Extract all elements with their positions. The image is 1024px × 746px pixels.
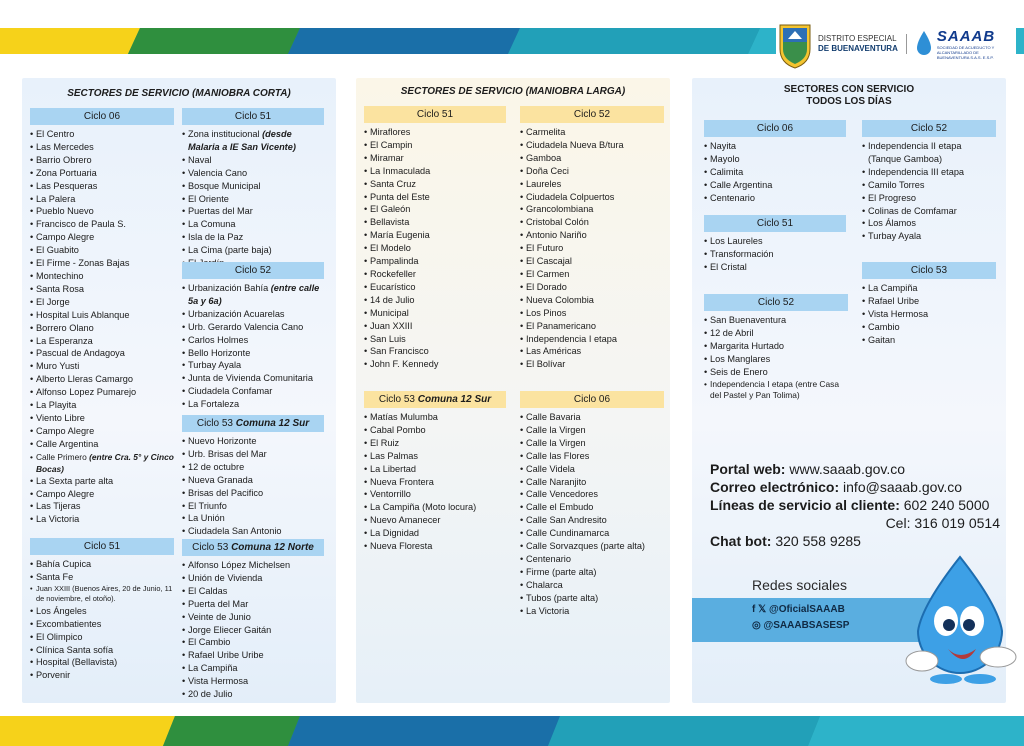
- cycle-header: Ciclo 06: [30, 108, 174, 125]
- list-item: • Seis de Enero: [704, 366, 848, 379]
- list-item: • Calle Vencedores: [520, 488, 664, 501]
- list-item: • Colinas de Comfamar: [862, 205, 996, 218]
- list-item: • El Dorado: [520, 281, 664, 294]
- panel-title: SECTORES DE SERVICIO (MANIOBRA CORTA): [67, 88, 291, 99]
- list-item: • Calle Bavaria: [520, 411, 664, 424]
- list-item: • El Campin: [364, 139, 506, 152]
- list-item: • El Ruiz: [364, 437, 506, 450]
- list-item: • Calle las Flores: [520, 450, 664, 463]
- list-item: • Ciudadela San Antonio: [182, 525, 324, 538]
- list-item: • Bellavista: [364, 216, 506, 229]
- list-item: • El Guabito: [30, 244, 174, 257]
- list-item: • Unión de Vivienda: [182, 572, 324, 585]
- list-item: • Brisas del Pacifico: [182, 487, 324, 500]
- email-link[interactable]: info@saaab.gov.co: [843, 479, 963, 495]
- list-item: • Cristobal Colón: [520, 216, 664, 229]
- cycle-header: Ciclo 53 Comuna 12 Sur: [182, 415, 324, 432]
- portal-link[interactable]: www.saaab.gov.co: [789, 461, 906, 477]
- brand-name: SAAAB: [936, 28, 996, 45]
- list-item: • La Dignidad: [364, 527, 506, 540]
- list-item: • San Luis: [364, 333, 506, 346]
- buenaventura-shield-icon: [778, 19, 812, 69]
- header-logos: [776, 16, 1016, 72]
- district-line-2: DE BUENAVENTURA: [818, 44, 898, 53]
- list-item: • La Palera: [30, 193, 174, 206]
- cycle-52-b-card: [862, 120, 996, 243]
- list-item: • Cabal Pombo: [364, 424, 506, 437]
- list-item: • La Comuna: [182, 218, 324, 231]
- neighborhood-list: [704, 235, 846, 274]
- list-item: • Ciudadela Colpuertos: [520, 191, 664, 204]
- cycle-header: Ciclo 53 Comuna 12 Norte: [182, 539, 324, 556]
- cycle-51-b-card: [30, 538, 174, 682]
- list-item: • Muro Yusti: [30, 360, 174, 373]
- list-item: • Carmelita: [520, 126, 664, 139]
- list-item: • Montechino: [30, 270, 174, 283]
- list-item: • Campo Alegre: [30, 488, 174, 501]
- list-item: • Juan XXIII (Buenos Aires, 20 de Junio, 11 de noviembre, el otoño).: [30, 584, 174, 605]
- list-item: • Puerta del Mar: [182, 598, 324, 611]
- cycle-header: Ciclo 52: [862, 120, 996, 137]
- list-item: • Zona Portuaria: [30, 167, 174, 180]
- phone-number: 602 240 5000: [903, 497, 990, 513]
- list-item: • Pueblo Nuevo: [30, 205, 174, 218]
- list-item: • La Victoria: [30, 513, 174, 526]
- list-item: • Urbanización Acuarelas: [182, 308, 324, 321]
- list-item: • Rafael Uribe: [862, 295, 996, 308]
- cycle-53-card: [364, 391, 506, 553]
- list-item: • Pascual de Andagoya: [30, 347, 174, 360]
- list-item: • La Fortaleza: [182, 398, 324, 411]
- list-item: • Santa Fe: [30, 571, 174, 584]
- list-item: • Doña Ceci: [520, 165, 664, 178]
- list-item: • La Inmaculada: [364, 165, 506, 178]
- list-item: • Los Manglares: [704, 353, 848, 366]
- list-item: • Turbay Ayala: [182, 359, 324, 372]
- list-item: • Calle Sorvazques (parte alta): [520, 540, 664, 553]
- list-item: • Ventorrillo: [364, 488, 506, 501]
- list-item: • La Libertad: [364, 463, 506, 476]
- cycle-header: Ciclo 51: [364, 106, 506, 123]
- list-item: • Bello Horizonte: [182, 347, 324, 360]
- list-item: • Francisco de Paula S.: [30, 218, 174, 231]
- list-item: • Las Palmas: [364, 450, 506, 463]
- list-item: • Viento Libre: [30, 412, 174, 425]
- social-handle-facebook-x[interactable]: f 𝕏 @OficialSAAAB: [752, 604, 845, 615]
- list-item: • El Galeón: [364, 203, 506, 216]
- cycle-header: Ciclo 51: [182, 108, 324, 125]
- list-item: • Calle la Virgen: [520, 437, 664, 450]
- list-item: • Nuevo Amanecer: [364, 514, 506, 527]
- list-item: • Miramar: [364, 152, 506, 165]
- neighborhood-list: [30, 558, 174, 584]
- list-item: • Margarita Hurtado: [704, 340, 848, 353]
- neighborhood-list-extra: [30, 451, 174, 475]
- list-item: • Porvenir: [30, 669, 174, 682]
- neighborhood-list: [862, 166, 996, 243]
- list-item: • 12 de Abril: [704, 327, 848, 340]
- list-item: • Gaitan: [862, 334, 996, 347]
- list-item: • El Carmen: [520, 268, 664, 281]
- district-line-1: DISTRITO ESPECIAL: [818, 34, 897, 43]
- list-item: • Centenario: [704, 192, 846, 205]
- list-item: • Los Pinos: [520, 307, 664, 320]
- list-item: • Los Ángeles: [30, 605, 174, 618]
- list-item: • Las Pesqueras: [30, 180, 174, 193]
- neighborhood-list: [182, 559, 324, 701]
- neighborhood-list-tail: [30, 475, 174, 527]
- list-item: • Antonio Nariño: [520, 229, 664, 242]
- list-item: • El Centro: [30, 128, 174, 141]
- contact-block: [710, 460, 1000, 532]
- cell-number: Cel: 316 019 0514: [885, 515, 1000, 531]
- list-item: • Calle Argentina: [30, 438, 174, 451]
- list-item: • El Cambio: [182, 636, 324, 649]
- list-item: • Alberto Lleras Camargo: [30, 373, 174, 386]
- list-item: • Clínica Santa sofía: [30, 644, 174, 657]
- list-item: • 14 de Julio: [364, 294, 506, 307]
- list-item: • El Triunfo: [182, 500, 324, 513]
- list-item: • El Progreso: [862, 192, 996, 205]
- cycle-52-card: [182, 262, 324, 411]
- list-item: • Pampalinda: [364, 255, 506, 268]
- list-item: • El Bolívar: [520, 358, 664, 371]
- list-item: • Bosque Municipal: [182, 180, 324, 193]
- list-item: • Camilo Torres: [862, 179, 996, 192]
- list-item: • Hospital Luis Ablanque: [30, 309, 174, 322]
- list-item: • Punta del Este: [364, 191, 506, 204]
- list-item: • Calle Argentina: [704, 179, 846, 192]
- list-item: • Urb. Gerardo Valencia Cano: [182, 321, 324, 334]
- water-drop-mascot-icon: [898, 553, 1022, 685]
- list-item: • Zona institucional (desde Malaria a IE San Vicente): [182, 128, 324, 154]
- list-item: • Turbay Ayala: [862, 230, 996, 243]
- cycle-header: Ciclo 53 Comuna 12 Sur: [364, 391, 506, 408]
- list-item: • Independencia III etapa: [862, 166, 996, 179]
- list-item: • Vista Hermosa: [862, 308, 996, 321]
- list-item: • Naval: [182, 154, 324, 167]
- list-item: • Calle Primero (entre Cra. 5° y Cinco Bocas): [30, 451, 174, 475]
- cycle-header: Ciclo 53: [862, 262, 996, 279]
- list-item: • John F. Kennedy: [364, 358, 506, 371]
- district-label: [818, 34, 907, 54]
- cycle-header: Ciclo 52: [520, 106, 664, 123]
- neighborhood-list: [862, 140, 996, 166]
- list-item: • San Francisco: [364, 345, 506, 358]
- list-item: • Calle el Embudo: [520, 501, 664, 514]
- panel-title: SECTORES DE SERVICIO (MANIOBRA LARGA): [400, 86, 626, 97]
- list-item: • Eucarístico: [364, 281, 506, 294]
- chatbot-number: 320 558 9285: [775, 533, 861, 549]
- cycle-52-card: [704, 294, 848, 402]
- neighborhood-list: [182, 128, 324, 154]
- list-item: • Rockefeller: [364, 268, 506, 281]
- list-item: • La Esperanza: [30, 335, 174, 348]
- list-item: • Los Álamos: [862, 217, 996, 230]
- list-item: • El Cascajal: [520, 255, 664, 268]
- list-item: • Valencia Cano: [182, 167, 324, 180]
- list-item: • Urbanización Bahía (entre calle 5a y 6a): [182, 282, 324, 308]
- list-item: • Veinte de Junio: [182, 611, 324, 624]
- list-item: • Independencia II etapa (Tanque Gamboa): [862, 140, 996, 166]
- list-item: • Cambio: [862, 321, 996, 334]
- neighborhood-list: [704, 140, 846, 205]
- panel-title-line-2: TODOS LOS DÍAS: [806, 96, 892, 107]
- list-item: • La Victoria: [520, 605, 664, 618]
- list-item: • Alfonso Lopez Pumarejo: [30, 386, 174, 399]
- list-item: • Ciudadela Confamar: [182, 385, 324, 398]
- list-item: • Gamboa: [520, 152, 664, 165]
- list-item: • La Campiña (Moto locura): [364, 501, 506, 514]
- list-item: • Las Tijeras: [30, 500, 174, 513]
- list-item: • Barrio Obrero: [30, 154, 174, 167]
- list-item: • El Futuro: [520, 242, 664, 255]
- cycle-header: Ciclo 51: [704, 215, 846, 232]
- list-item: • Santa Cruz: [364, 178, 506, 191]
- portal-row: Portal web: www.saaab.gov.co: [710, 461, 906, 477]
- list-item: • La Unión: [182, 512, 324, 525]
- social-heading: Redes sociales: [752, 577, 847, 593]
- list-item: • Calimita: [704, 166, 846, 179]
- list-item: • Puertas del Mar: [182, 205, 324, 218]
- list-item: • Nueva Floresta: [364, 540, 506, 553]
- list-item: • María Eugenia: [364, 229, 506, 242]
- neighborhood-list: [30, 605, 174, 682]
- list-item: • El Caldas: [182, 585, 324, 598]
- list-item: • La Campiña: [862, 282, 996, 295]
- list-item: • Mayolo: [704, 153, 846, 166]
- list-item: • Miraflores: [364, 126, 506, 139]
- brand-subtitle: SOCIEDAD DE ACUEDUCTO Y ALCANTARILLADO DE BUENAVENTURA S.A.S. E.S.P.: [936, 45, 995, 60]
- email-row: Correo electrónico: info@saaab.gov.co: [710, 479, 963, 495]
- list-item: • Alfonso López Michelsen: [182, 559, 324, 572]
- list-item: • Calle San Andresito: [520, 514, 664, 527]
- cycle-53-sur-card: [182, 415, 324, 538]
- list-item: • Nayita: [704, 140, 846, 153]
- list-item: • Isla de la Paz: [182, 231, 324, 244]
- chatbot-row: Chat bot: 320 558 9285: [710, 533, 861, 549]
- panel-maniobra-corta: [22, 78, 336, 703]
- neighborhood-list: [520, 126, 664, 371]
- neighborhood-list: [704, 379, 848, 402]
- list-item: • Nueva Granada: [182, 474, 324, 487]
- list-item: • Carlos Holmes: [182, 334, 324, 347]
- list-item: • La Playita: [30, 399, 174, 412]
- list-item: • Excombatientes: [30, 618, 174, 631]
- list-item: • San Buenaventura: [704, 314, 848, 327]
- list-item: • Ciudadela Nueva B/tura: [520, 139, 664, 152]
- list-item: • Vista Hermosa: [182, 675, 324, 688]
- neighborhood-list: [182, 308, 324, 411]
- list-item: • Nuevo Horizonte: [182, 435, 324, 448]
- lines-row: Líneas de servicio al cliente: 602 240 5000: [710, 497, 990, 513]
- list-item: • Independencia I etapa: [520, 333, 664, 346]
- neighborhood-list: [182, 435, 324, 538]
- cycle-header: Ciclo 06: [520, 391, 664, 408]
- cycle-51-card: [364, 106, 506, 371]
- list-item: • Chalarca: [520, 579, 664, 592]
- list-item: • Laureles: [520, 178, 664, 191]
- list-item: • El Panamericano: [520, 320, 664, 333]
- list-item: • Santa Rosa: [30, 283, 174, 296]
- list-item: • La Campiña: [182, 662, 324, 675]
- panel-title: [692, 84, 1006, 108]
- list-item: • Hospital (Bellavista): [30, 656, 174, 669]
- list-item: • Calle la Virgen: [520, 424, 664, 437]
- cycle-53-norte-card: [182, 539, 324, 701]
- neighborhood-list: [30, 128, 174, 451]
- list-item: • Transformación: [704, 248, 846, 261]
- list-item: • El Oriente: [182, 193, 324, 206]
- list-item: • Borrero Olano: [30, 322, 174, 335]
- cycle-header: Ciclo 52: [182, 262, 324, 279]
- neighborhood-list: [862, 282, 996, 347]
- list-item: • Los Laureles: [704, 235, 846, 248]
- list-item: • Matías Mulumba: [364, 411, 506, 424]
- social-handle-instagram[interactable]: ◎ @SAAABSASESP: [752, 620, 850, 631]
- list-item: • El Jorge: [30, 296, 174, 309]
- list-item: • Urb. Brisas del Mar: [182, 448, 324, 461]
- list-item: • Jorge Eliecer Gaitán: [182, 624, 324, 637]
- social-bar: [692, 598, 930, 642]
- saaab-logo: [937, 28, 999, 60]
- cycle-header: Ciclo 06: [704, 120, 846, 137]
- list-item: • Grancolombiana: [520, 203, 664, 216]
- list-item: • El Firme - Zonas Bajas: [30, 257, 174, 270]
- panel-title-line-1: SECTORES CON SERVICIO: [783, 84, 915, 95]
- list-item: • Bahía Cupica: [30, 558, 174, 571]
- list-item: • Campo Alegre: [30, 425, 174, 438]
- cycle-51-card: [182, 108, 324, 270]
- list-item: • Municipal: [364, 307, 506, 320]
- list-item: • La Cima (parte baja): [182, 244, 324, 257]
- neighborhood-list: [182, 154, 324, 270]
- list-item: • Calle Cundinamarca: [520, 527, 664, 540]
- cycle-header: Ciclo 51: [30, 538, 174, 555]
- cycle-06-card: [520, 391, 664, 618]
- cycle-06-card: [30, 108, 174, 526]
- list-item: • Tubos (parte alta): [520, 592, 664, 605]
- list-item: • Calle Videla: [520, 463, 664, 476]
- neighborhood-list: [30, 584, 174, 605]
- panel-maniobra-larga: [356, 78, 670, 703]
- list-item: • El Cristal: [704, 261, 846, 274]
- list-item: • 12 de octubre: [182, 461, 324, 474]
- list-item: • 20 de Julio: [182, 688, 324, 701]
- list-item: • Nueva Frontera: [364, 476, 506, 489]
- cycle-06-card: [704, 120, 846, 205]
- neighborhood-list: [364, 411, 506, 553]
- list-item: • Nueva Colombia: [520, 294, 664, 307]
- list-item: • Junta de Vivienda Comunitaria: [182, 372, 324, 385]
- list-item: • La Sexta parte alta: [30, 475, 174, 488]
- list-item: • Las Mercedes: [30, 141, 174, 154]
- list-item: • El Modelo: [364, 242, 506, 255]
- list-item: • Centenario: [520, 553, 664, 566]
- list-item: • Calle Naranjito: [520, 476, 664, 489]
- neighborhood-list: [364, 126, 506, 371]
- neighborhood-list: [520, 411, 664, 618]
- water-drop-icon: [915, 30, 933, 58]
- list-item: • Independencia I etapa (entre Casa del Pastel y Pan Tolima): [704, 379, 848, 402]
- cycle-52-card: [520, 106, 664, 371]
- cycle-53-card: [862, 262, 996, 347]
- list-item: • El Olimpico: [30, 631, 174, 644]
- list-item: • Campo Alegre: [30, 231, 174, 244]
- cycle-51-card: [704, 215, 846, 274]
- bottom-color-band: [0, 716, 1024, 746]
- neighborhood-list: [704, 314, 848, 379]
- list-item: • Las Américas: [520, 345, 664, 358]
- neighborhood-list: [182, 282, 324, 308]
- cycle-header: Ciclo 52: [704, 294, 848, 311]
- list-item: • Firme (parte alta): [520, 566, 664, 579]
- list-item: • Juan XXIII: [364, 320, 506, 333]
- list-item: • Rafael Uribe Uribe: [182, 649, 324, 662]
